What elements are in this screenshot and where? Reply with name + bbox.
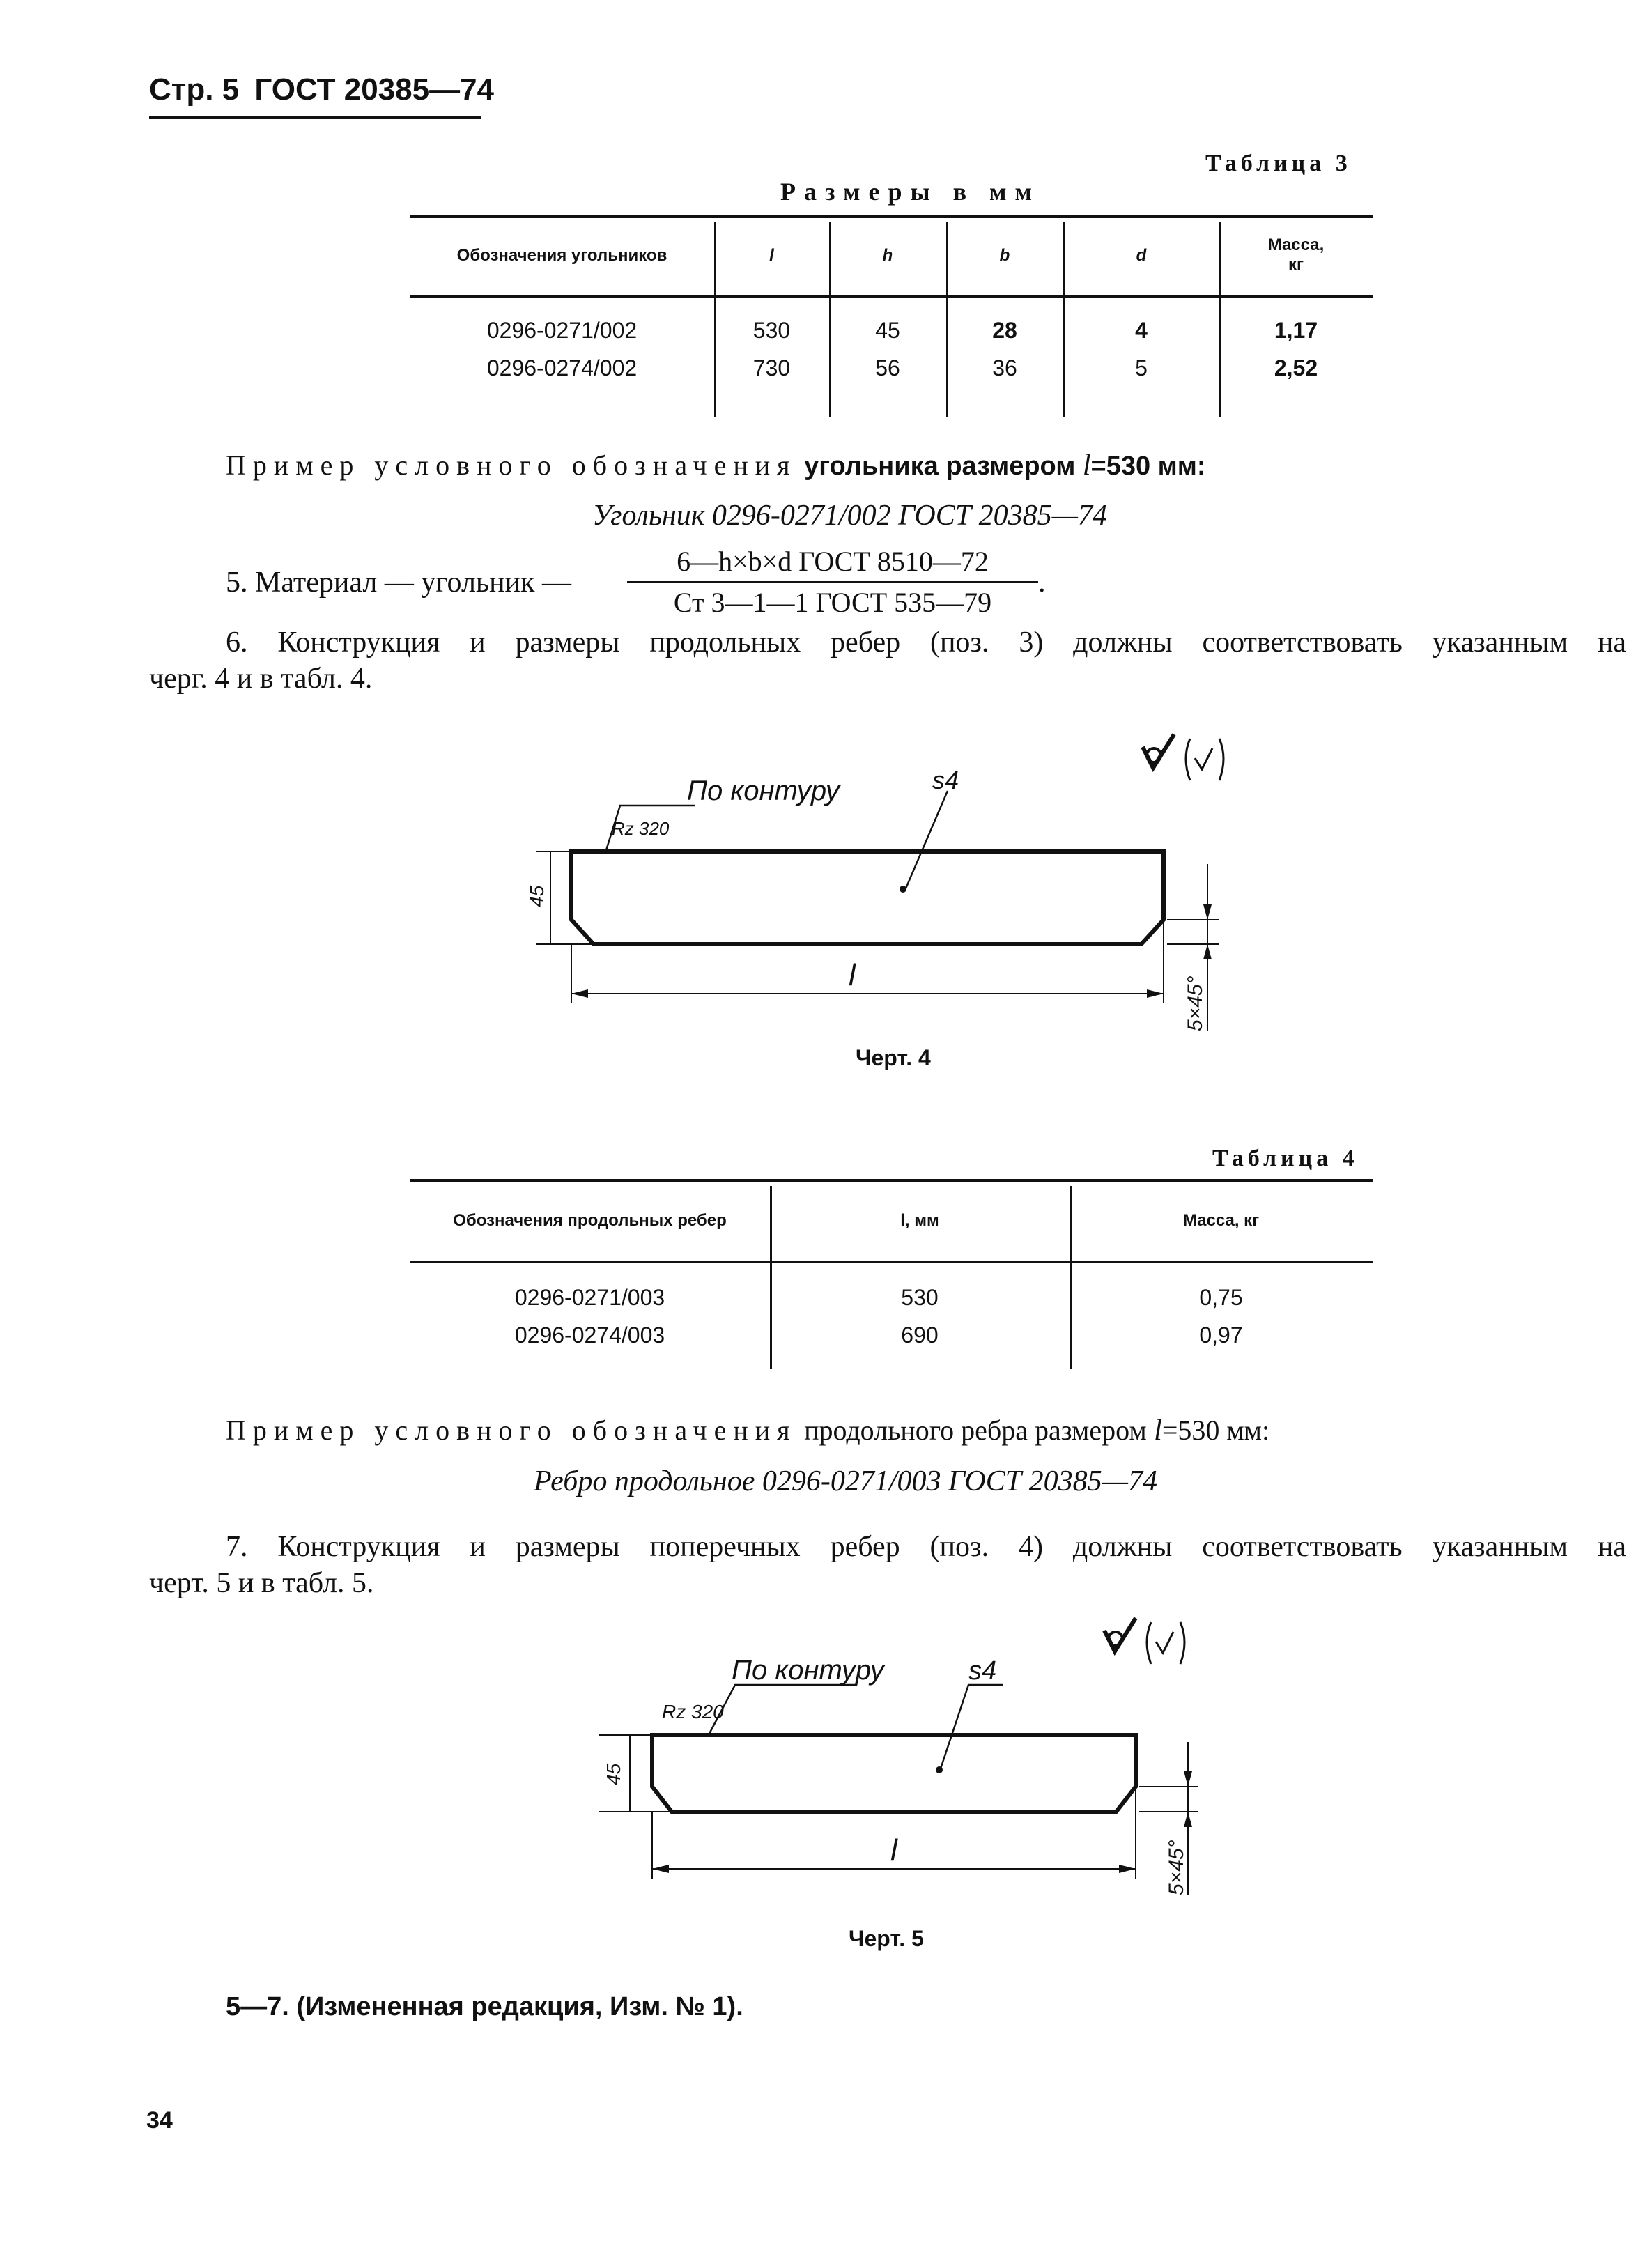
example1-line <box>226 446 1206 486</box>
table3-title: Таблица 3 <box>1205 151 1352 176</box>
example2-line <box>226 1411 1269 1450</box>
table3-col-mass-unit: кг <box>1288 255 1304 274</box>
table3-row1-mass: 1,17 <box>1274 318 1318 343</box>
example2-designation: Ребро продольное 0296-0271/003 ГОСТ 20385—74 <box>534 1465 1157 1497</box>
drawing5-contour-leader <box>709 1685 857 1734</box>
example1-value: =530 мм: <box>1090 452 1206 481</box>
table3-col-designation: Обозначения угольников <box>456 246 667 265</box>
drawing5-thickness: s4 <box>968 1656 997 1686</box>
drawing4-caption: Черт. 4 <box>856 1045 931 1070</box>
example1-designation: Угольник 0296-0271/002 ГОСТ 20385—74 <box>592 500 1107 532</box>
table3-col-mass: Масса, <box>1267 236 1325 254</box>
table4 <box>410 1179 1373 1369</box>
drawing4-s4-leader <box>906 791 948 888</box>
drawing5-caption: Черт. 5 <box>849 1926 924 1951</box>
table4-col-designation: Обозначения продольных ребер <box>453 1211 727 1230</box>
item5-denominator: Ст 3—1—1 ГОСТ 535—79 <box>673 587 992 618</box>
table4-row1-l: 530 <box>901 1285 939 1310</box>
standard-number: ГОСТ 20385—74 <box>254 72 495 107</box>
table4-row1-designation: 0296-0271/003 <box>514 1285 665 1310</box>
example1-rest: угольника размером <box>804 452 1076 481</box>
drawing4 <box>516 725 1282 1073</box>
table3-row1-l: 530 <box>752 318 791 343</box>
table3-units: Размеры в мм <box>780 178 1041 206</box>
drawing5-s4-dot <box>936 1766 943 1773</box>
table3-col-h: h <box>882 246 893 265</box>
example2-value: =530 мм: <box>1161 1415 1270 1446</box>
item5-fraction-bar <box>627 581 1038 583</box>
drawing5 <box>585 1603 1212 1923</box>
table3-col-d: d <box>1136 246 1147 265</box>
drawing4-roughness-symbol <box>1143 734 1223 780</box>
page-header <box>149 72 494 107</box>
table4-col-mass: Масса, кг <box>1182 1211 1260 1230</box>
drawing4-outline <box>571 851 1164 944</box>
drawing5-outline <box>652 1735 1136 1812</box>
drawing4-contour-note: По контуру <box>687 776 840 806</box>
drawing4-length: l <box>849 958 856 992</box>
item7-line2: черт. 5 и в табл. 5. <box>149 1567 374 1599</box>
drawing5-roughness-symbol <box>1104 1618 1184 1664</box>
table3-row1-b: 28 <box>992 318 1017 343</box>
item6-line1: 6. Конструкция и размеры продольных ребер (поз. 3) должны соответствовать указанным на <box>226 626 1626 658</box>
table3-row2-mass: 2,52 <box>1274 355 1318 380</box>
example1-lead: Пример условного обозначения <box>226 449 797 481</box>
drawing4-thickness: s4 <box>932 766 959 794</box>
example2-lead: Пример условного обозначения <box>226 1415 797 1446</box>
item5-suffix: . <box>1038 566 1046 599</box>
drawing5-contour-note: По контуру <box>732 1655 884 1686</box>
table4-col-l: l, мм <box>900 1211 939 1230</box>
drawing5-rz: Rz 320 <box>662 1701 724 1722</box>
item5-numerator: 6—h×b×d ГОСТ 8510—72 <box>677 546 989 577</box>
table3-row2-h: 56 <box>875 355 900 380</box>
table4-row2-l: 690 <box>901 1323 939 1348</box>
table4-row2-mass: 0,97 <box>1199 1323 1243 1348</box>
header-rule <box>149 116 481 119</box>
table3-header-rule <box>410 295 1373 298</box>
table3-top-rule <box>410 215 1373 218</box>
table3-row2-d: 5 <box>1135 355 1148 380</box>
item5-fraction <box>627 544 1038 621</box>
drawing5-s4-leader <box>941 1685 1003 1768</box>
table3 <box>410 215 1373 417</box>
amendment-note: 5—7. (Измененная редакция, Изм. № 1). <box>226 1992 743 2021</box>
table3-col-l: l <box>769 246 774 265</box>
table4-row2-designation: 0296-0274/003 <box>514 1323 665 1348</box>
table3-row1-h: 45 <box>875 318 900 343</box>
example2-rest: продольного ребра размером <box>804 1415 1147 1446</box>
drawing5-height: 45 <box>603 1763 624 1785</box>
example2-l-symbol: l <box>1154 1415 1162 1447</box>
table3-row2-designation: 0296-0274/002 <box>486 355 638 380</box>
drawing5-length: l <box>890 1833 897 1867</box>
page-label: Стр. 5 <box>149 72 240 107</box>
table3-row1-d: 4 <box>1135 318 1148 343</box>
item5-prefix: 5. Материал — угольник — <box>226 566 571 599</box>
drawing4-rz: Rz 320 <box>612 818 670 839</box>
table3-col-b: b <box>999 246 1010 265</box>
page-number: 34 <box>146 2107 173 2134</box>
table4-row1-mass: 0,75 <box>1199 1285 1243 1310</box>
table4-header-rule <box>410 1261 1373 1263</box>
item6-line2: черг. 4 и в табл. 4. <box>149 663 373 695</box>
drawing4-s4-dot <box>900 886 906 893</box>
drawing4-chamfer: 5×45° <box>1184 976 1207 1031</box>
table3-row2-b: 36 <box>992 355 1017 380</box>
item7-line1: 7. Конструкция и размеры поперечных ребер (поз. 4) должны соответствовать указанным на <box>226 1531 1626 1563</box>
drawing4-height: 45 <box>526 885 548 907</box>
example1-l-symbol: l <box>1082 449 1091 481</box>
table4-title: Таблица 4 <box>1212 1146 1359 1171</box>
table4-top-rule <box>410 1179 1373 1182</box>
table3-row1-designation: 0296-0271/002 <box>486 318 638 343</box>
table3-row2-l: 730 <box>752 355 791 380</box>
drawing5-chamfer: 5×45° <box>1165 1840 1188 1895</box>
